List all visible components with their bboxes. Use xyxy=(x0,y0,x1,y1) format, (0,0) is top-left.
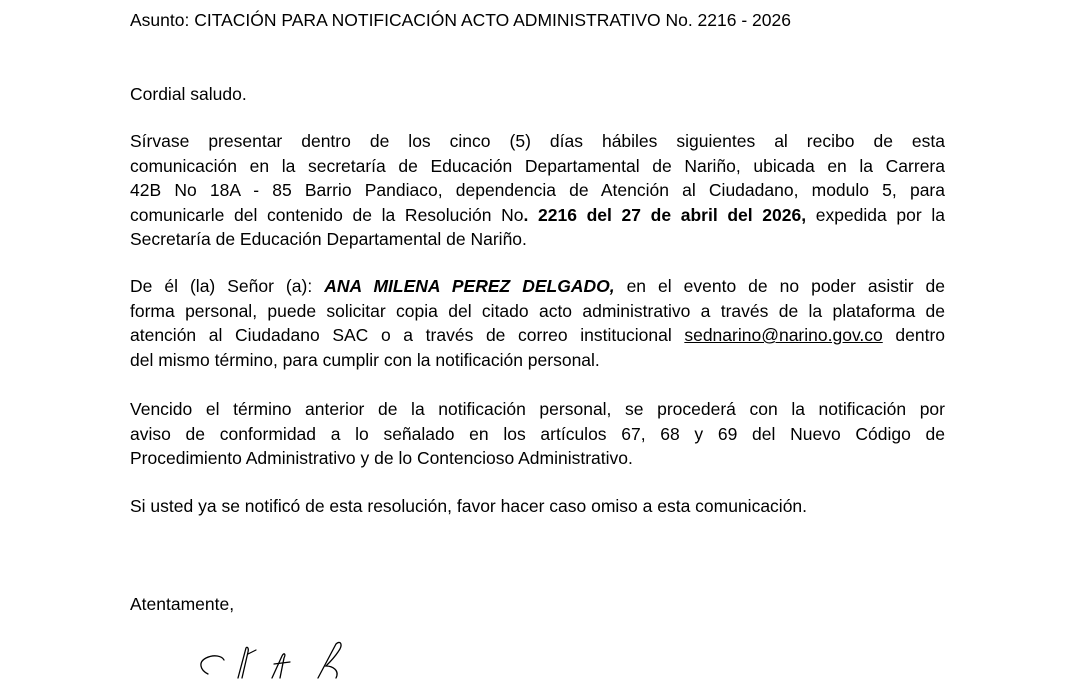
paragraph-citation-line-1: Sírvase presentar dentro de los cinco (5) días hábiles siguientes al recibo de esta xyxy=(130,131,945,151)
resolution-intro-text: comunicarle del contenido de la Resolución No xyxy=(130,204,524,225)
closing: Atentamente, xyxy=(130,594,235,614)
recipient-name: ANA MILENA PEREZ DELGADO, xyxy=(324,276,615,296)
sac-text: atención al Ciudadano SAC o a través de correo institucional xyxy=(130,325,685,345)
paragraph-citation-line-3: 42B No 18A - 85 Barrio Pandiaco, dependencia de Atención al Ciudadano, modulo 5, para xyxy=(130,180,945,200)
paragraph-citation-line-4 xyxy=(130,203,945,228)
paragraph-recipient-line-2: forma personal, puede solicitar copia del citado acto administrativo a través de la plataforma de xyxy=(130,300,945,321)
institutional-email-link[interactable]: sednarino@narino.gov.co xyxy=(684,325,883,345)
paragraph-recipient xyxy=(130,274,945,372)
paragraph-recipient-line-4: del mismo término, para cumplir con la notificación personal. xyxy=(130,349,600,370)
resolution-number: . 2216 del 27 de abril del 2026, xyxy=(523,204,807,225)
paragraph-citation xyxy=(130,129,945,252)
paragraph-expiry-line-1: Vencido el término anterior de la notificación personal, se procederá con la notificación por xyxy=(130,399,945,419)
paragraph-disregard: Si usted ya se notificó de esta resolución, favor hacer caso omiso a esta comunicación. xyxy=(130,496,808,516)
recipient-condition-text: en el evento de no poder asistir de xyxy=(614,276,945,296)
paragraph-expiry-line-2: aviso de conformidad a lo señalado en los artículos 67, 68 y 69 del Nuevo Código de xyxy=(130,423,945,444)
paragraph-recipient-line-1 xyxy=(130,274,945,299)
subject-line: Asunto: CITACIÓN PARA NOTIFICACIÓN ACTO ADMINISTRATIVO No. 2216 - 2026 xyxy=(130,10,791,30)
paragraph-expiry-line-3: Procedimiento Administrativo y de lo Contencioso Administrativo. xyxy=(130,448,633,468)
recipient-intro-text: De él (la) Señor (a): xyxy=(130,276,325,296)
paragraph-expiry xyxy=(130,397,945,471)
paragraph-citation-line-2: comunicación en la secretaría de Educación Departamental de Nariño, ubicada en la Carrera xyxy=(130,155,945,176)
within-text: dentro xyxy=(882,325,945,345)
paragraph-recipient-line-3 xyxy=(130,323,945,348)
greeting: Cordial saludo. xyxy=(130,84,247,104)
resolution-issued-text: expedida por la xyxy=(806,204,945,225)
paragraph-citation-line-5: Secretaría de Educación Departamental de Nariño. xyxy=(130,229,527,249)
handwritten-signature xyxy=(190,640,360,680)
